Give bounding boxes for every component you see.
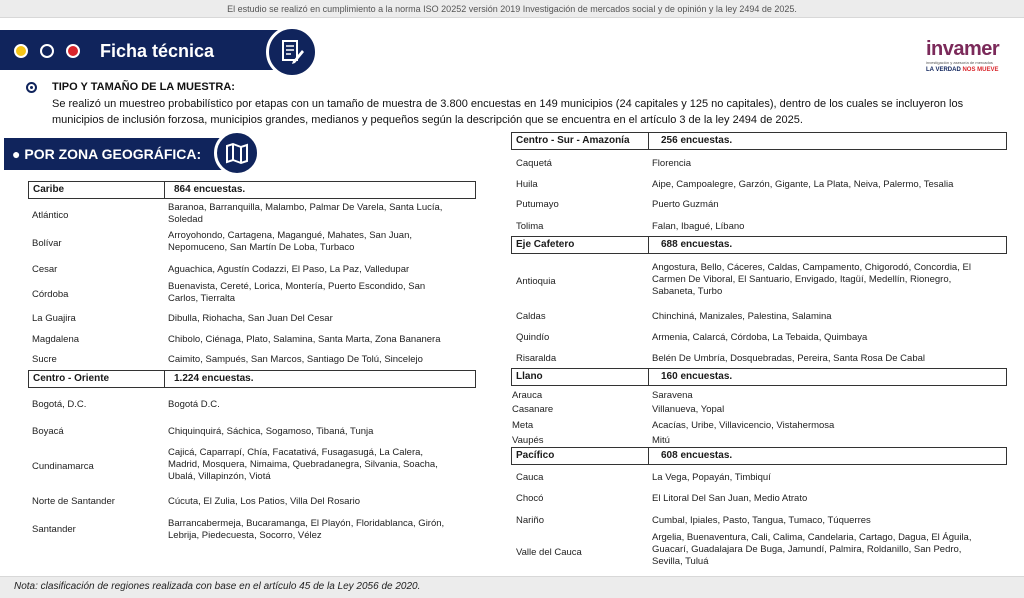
footnote: Nota: clasificación de regiones realizada con base en el artículo 45 de la Ley 2056 de 2020.: [14, 581, 421, 592]
munis-caqueta: [652, 158, 691, 170]
muni-line: Chinchiná, Manizales, Palestina, Salamina: [652, 311, 832, 322]
munis-arauca: [652, 390, 693, 402]
dept-vaupes: Vaupés: [512, 435, 544, 446]
muni-line: Buenavista, Cereté, Lorica, Montería, Puerto Escondido, San: [168, 281, 426, 292]
region-header-pacifico: [511, 447, 1007, 465]
muni-line: Carmen De Viboral, El Santuario, Envigado, Itagüí, Medellín, Rionegro,: [652, 274, 952, 285]
muni-line: Sabaneta, Turbo: [652, 286, 723, 297]
region-header-caribe: [28, 181, 476, 199]
dept-bolivar: Bolívar: [32, 238, 62, 249]
munis-caldas: [652, 311, 832, 323]
region-header-llano: [511, 368, 1007, 386]
region-count: 608 encuestas.: [661, 450, 733, 461]
dept-caldas: Caldas: [516, 311, 546, 322]
muni-line: La Vega, Popayán, Timbiquí: [652, 472, 771, 483]
muni-line: Villanueva, Yopal: [652, 404, 725, 415]
region-name: Eje Cafetero: [516, 239, 575, 250]
munis-meta: [652, 420, 834, 432]
dept-huila: Huila: [516, 179, 538, 190]
munis-risaralda: [652, 353, 925, 365]
munis-la-guajira: [168, 313, 333, 325]
dept-choco: Chocó: [516, 493, 544, 504]
muni-line: Lebrija, Piedecuesta, Socorro, Vélez: [168, 530, 322, 541]
logo-brand: invamer: [926, 38, 1000, 60]
divider: [648, 369, 649, 385]
muni-line: Nepomuceno, San Martín De Loba, Turbaco: [168, 242, 355, 253]
muni-line: Cumbal, Ipiales, Pasto, Tangua, Tumaco, Túquerres: [652, 515, 871, 526]
page-title: Ficha técnica: [100, 41, 215, 61]
muni-line: Saravena: [652, 390, 693, 401]
muni-line: Mitú: [652, 435, 670, 446]
muni-line: Guacarí, Guadalajara De Buga, Jamundí, Palmira, Roldanillo, San Pedro,: [652, 544, 962, 555]
blue-dot-icon: [40, 44, 54, 58]
dept-arauca: Arauca: [512, 390, 543, 401]
logo-tag: [926, 66, 1016, 75]
dept-atlantico: Atlántico: [32, 210, 69, 221]
divider: [648, 448, 649, 464]
region-count: 864 encuestas.: [174, 184, 246, 195]
muni-line: Ubalá, Villapinzón, Viotá: [168, 471, 271, 482]
zona-title: ● POR ZONA GEOGRÁFICA:: [12, 146, 202, 162]
region-header-eje-cafetero: [511, 236, 1007, 254]
muni-line: Arroyohondo, Cartagena, Magangué, Mahates, San Juan,: [168, 230, 412, 241]
muni-line: Aguachica, Agustín Codazzi, El Paso, La Paz, Valledupar: [168, 264, 410, 275]
munis-casanare: [652, 404, 724, 416]
dept-casanare: Casanare: [512, 404, 554, 415]
muni-line: Chiquinquirá, Sáchica, Sogamoso, Tibaná, Tunja: [168, 426, 374, 437]
region-count: 688 encuestas.: [661, 239, 733, 250]
dept-valle-del-cauca: Valle del Cauca: [516, 547, 582, 558]
document-edit-icon: [266, 26, 318, 78]
dept-meta: Meta: [512, 420, 534, 431]
muni-line: Falan, Ibagué, Líbano: [652, 221, 745, 232]
dept-cordoba: Córdoba: [32, 289, 69, 300]
region-name: Llano: [516, 371, 543, 382]
muni-line: Armenia, Calarcá, Córdoba, La Tebaida, Quimbaya: [652, 332, 868, 343]
munis-valle-del-cauca: [652, 532, 971, 568]
muni-line: Barrancabermeja, Bucaramanga, El Playón, Floridablanca, Girón,: [168, 518, 445, 529]
dept-norte-de-santander: Norte de Santander: [32, 496, 115, 507]
munis-huila: [652, 179, 953, 191]
muni-line: Acacías, Uribe, Villavicencio, Vistahermosa: [652, 420, 835, 431]
munis-magdalena: [168, 334, 441, 346]
divider: [164, 182, 165, 198]
logo-sub: investigación y asesoría de mercados: [926, 60, 993, 65]
logo-tag-a: LA VERDAD: [926, 67, 961, 73]
dept-tolima: Tolima: [516, 221, 544, 232]
munis-boyaca: [168, 426, 373, 438]
munis-choco: [652, 493, 807, 505]
munis-santander: [168, 518, 444, 542]
divider: [164, 371, 165, 387]
muni-line: Madrid, Mosquera, Nimaima, Quebradanegra, Silvania, Soacha,: [168, 459, 438, 470]
top-note: El estudio se realizó en cumplimiento a la norma ISO 20252 versión 2019 Investigación de mercados social y de opinión y la ley 2494 de 2025.: [0, 0, 1024, 18]
munis-cesar: [168, 264, 409, 276]
dept-magdalena: Magdalena: [32, 334, 80, 345]
dept-risaralda: Risaralda: [516, 353, 557, 364]
munis-cordoba: [168, 281, 425, 305]
red-dot-icon: [66, 44, 80, 58]
region-count: 160 encuestas.: [661, 371, 733, 382]
region-count: 1.224 encuestas.: [174, 373, 254, 384]
region-name: Centro - Sur - Amazonía: [516, 135, 630, 146]
muni-line: Belén De Umbría, Dosquebradas, Pereira, Santa Rosa De Cabal: [652, 353, 926, 364]
dept-boyaca: Boyacá: [32, 426, 64, 437]
muni-line: Aipe, Campoalegre, Garzón, Gigante, La Plata, Neiva, Palermo, Tesalia: [652, 179, 954, 190]
munis-vaupes: [652, 435, 670, 447]
muestra-text: Se realizó un muestreo probabilístico por etapas con un tamaño de muestra de 3.800 encuestas en 149 municipios (24 capitales y 125 no capitales), dentro de los cuales se incluyeron los municipios de inclusión forzosa, municipios grandes, medianos y pequeños según la descripción que se encuentra en el artículo 3 de la ley 2494 de 2025.: [52, 98, 964, 126]
muni-line: Caimito, Sampués, San Marcos, Santiago De Tolú, Sincelejo: [168, 354, 423, 365]
munis-putumayo: [652, 199, 719, 211]
muni-line: Carlos, Tierralta: [168, 293, 236, 304]
dept-sucre: Sucre: [32, 354, 57, 365]
munis-atlantico: [168, 202, 442, 226]
dept-cundinamarca: Cundinamarca: [32, 461, 94, 472]
region-header-centro-sur: [511, 132, 1007, 150]
region-name: Pacífico: [516, 450, 555, 461]
munis-bogota: [168, 399, 220, 411]
dept-caqueta: Caquetá: [516, 158, 552, 169]
munis-cundinamarca: [168, 447, 438, 483]
region-name: Centro - Oriente: [33, 373, 110, 384]
region-count: 256 encuestas.: [661, 135, 733, 146]
munis-cauca: [652, 472, 771, 484]
zona-title-text: POR ZONA GEOGRÁFICA:: [24, 146, 202, 162]
divider: [648, 237, 649, 253]
dept-bogota: Bogotá, D.C.: [32, 399, 87, 410]
muni-line: Argelia, Buenaventura, Cali, Calima, Candelaria, Cartago, Dagua, El Águila,: [652, 532, 972, 543]
muni-line: Chibolo, Ciénaga, Plato, Salamina, Santa Marta, Zona Bananera: [168, 334, 441, 345]
dept-narino: Nariño: [516, 515, 544, 526]
muni-line: Puerto Guzmán: [652, 199, 719, 210]
muni-line: Dibulla, Riohacha, San Juan Del Cesar: [168, 313, 333, 324]
dept-cesar: Cesar: [32, 264, 58, 275]
muni-line: Sevilla, Tuluá: [652, 556, 709, 567]
munis-norte-de-santander: [168, 496, 360, 508]
dept-santander: Santander: [32, 524, 76, 535]
muni-line: Florencia: [652, 158, 692, 169]
divider: [648, 133, 649, 149]
muni-line: Angostura, Bello, Cáceres, Caldas, Campamento, Chigorodó, Concordia, El: [652, 262, 971, 273]
muni-line: Cúcuta, El Zulia, Los Patios, Villa Del Rosario: [168, 496, 361, 507]
map-icon: [214, 130, 260, 176]
dept-quindio: Quindío: [516, 332, 550, 343]
yellow-dot-icon: [14, 44, 28, 58]
muni-line: Soledad: [168, 214, 203, 225]
munis-sucre: [168, 354, 423, 366]
muni-line: El Litoral Del San Juan, Medio Atrato: [652, 493, 808, 504]
dept-la-guajira: La Guajira: [32, 313, 76, 324]
munis-antioquia: [652, 262, 971, 298]
dept-cauca: Cauca: [516, 472, 544, 483]
muni-line: Baranoa, Barranquilla, Malambo, Palmar De Varela, Santa Lucía,: [168, 202, 443, 213]
munis-tolima: [652, 221, 744, 233]
muni-line: Bogotá D.C.: [168, 399, 220, 410]
invamer-logo: [926, 38, 1016, 78]
munis-narino: [652, 515, 871, 527]
logo-tag-b: NOS MUEVE: [962, 67, 999, 73]
munis-bolivar: [168, 230, 412, 254]
region-name: Caribe: [33, 184, 65, 195]
muni-line: Cajicá, Caparrapí, Chía, Facatativá, Fusagasugá, La Calera,: [168, 447, 424, 458]
dept-antioquia: Antioquia: [516, 276, 556, 287]
munis-quindio: [652, 332, 867, 344]
bullet-icon: [26, 82, 37, 93]
region-header-centro-oriente: [28, 370, 476, 388]
dept-putumayo: Putumayo: [516, 199, 559, 210]
muestra-title: TIPO Y TAMAÑO DE LA MUESTRA:: [52, 81, 235, 93]
